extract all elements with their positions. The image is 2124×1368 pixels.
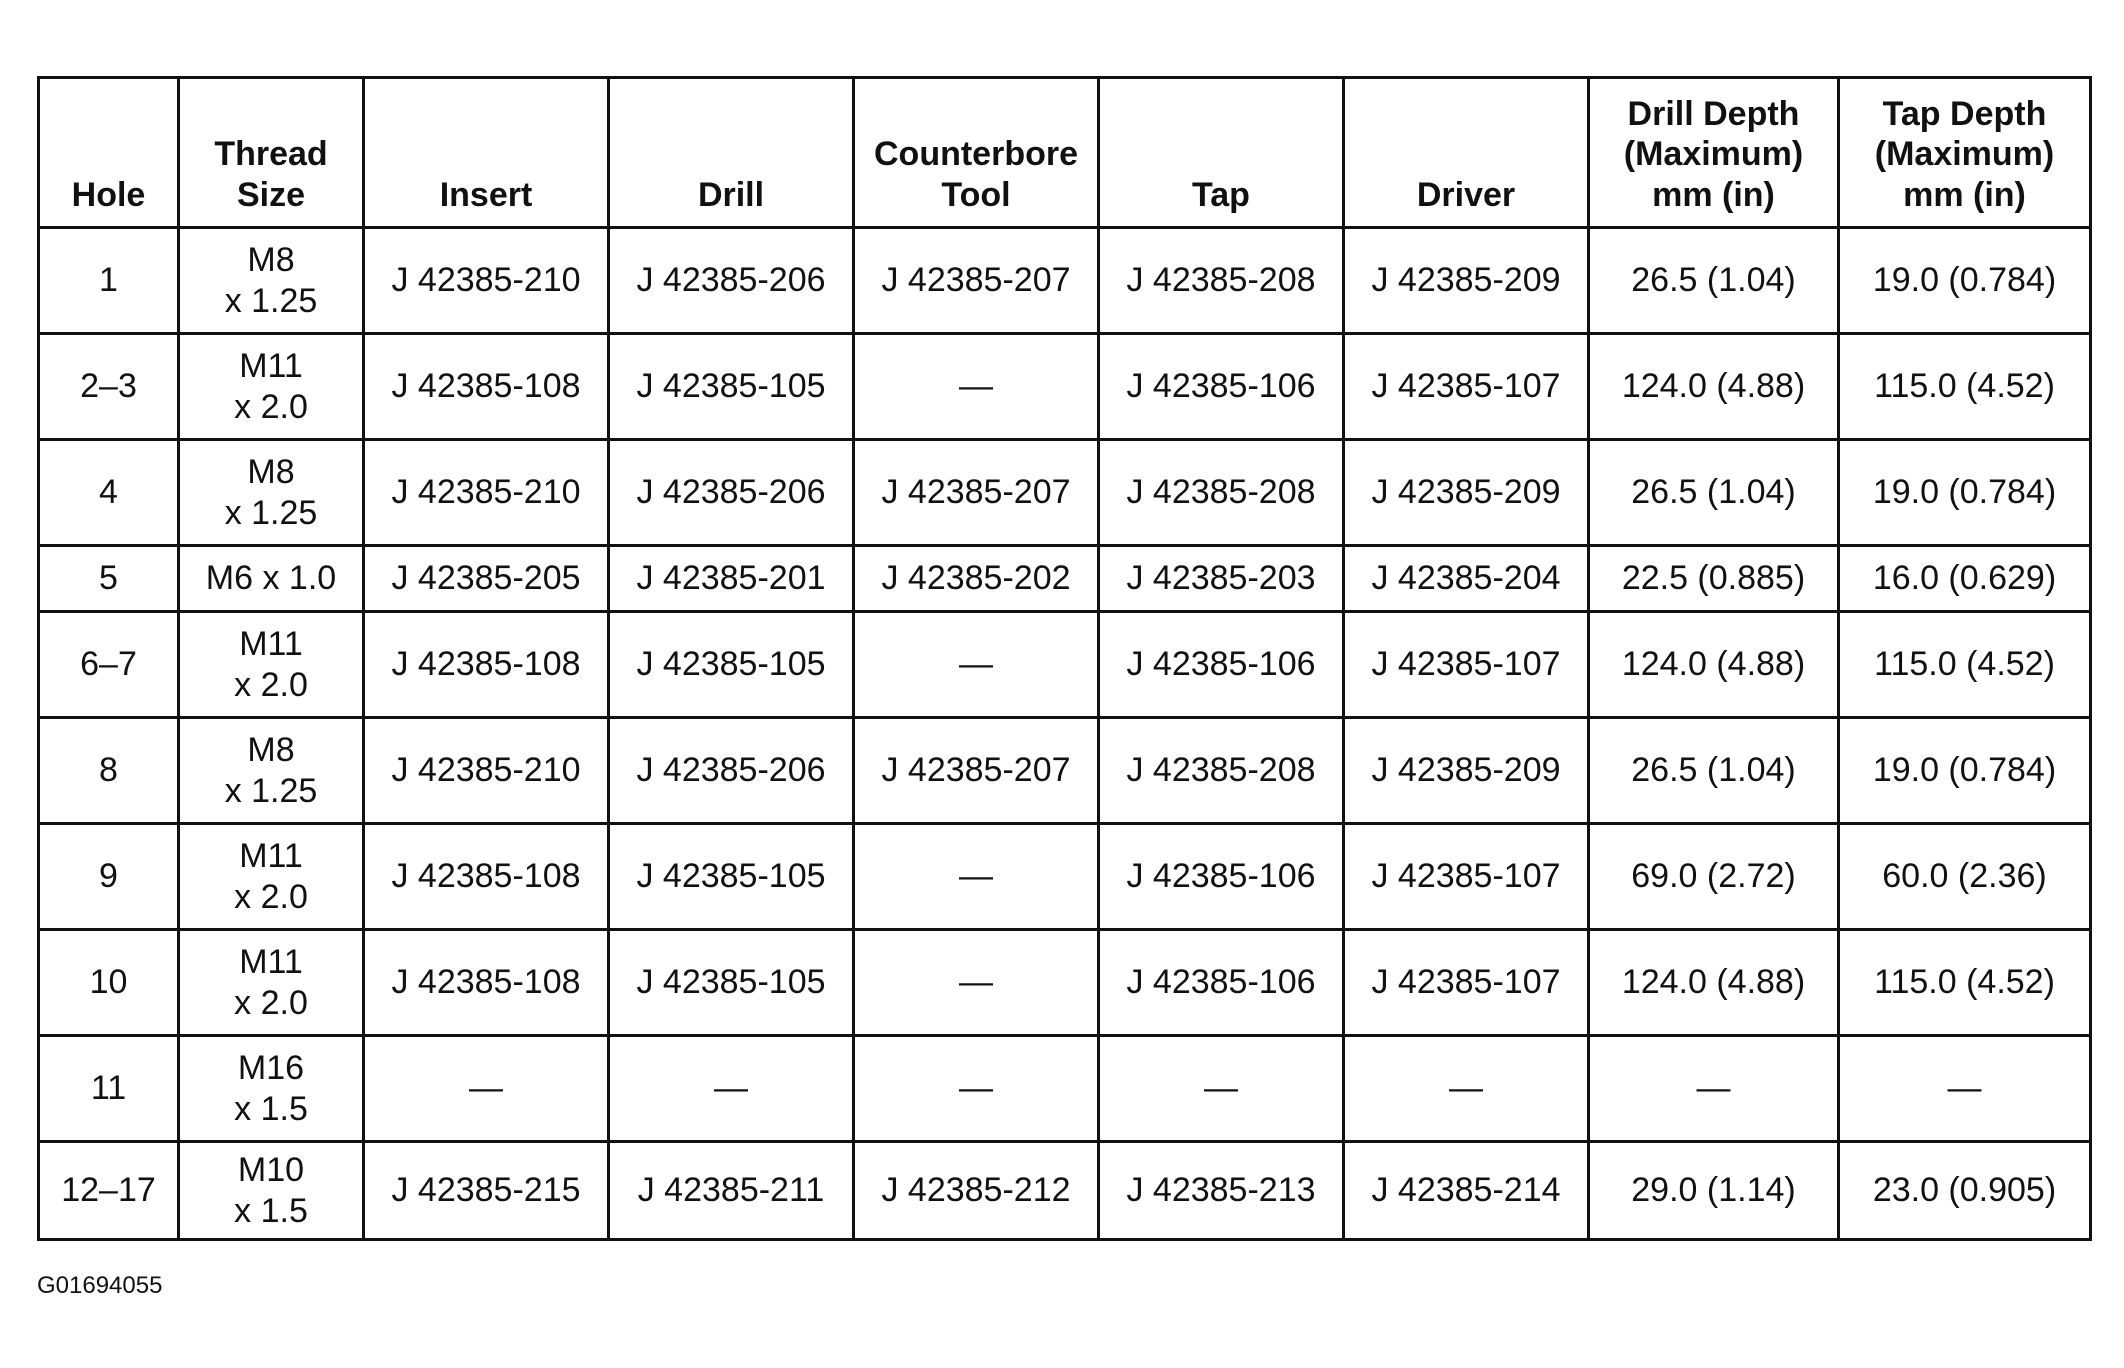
cell-driver-text: J 42385-107 xyxy=(1371,367,1561,406)
cell-hole-text: 1 xyxy=(99,261,118,300)
cell-insert-text: J 42385-205 xyxy=(391,559,581,598)
cell-drill-text: J 42385-206 xyxy=(636,473,826,512)
cell-drill-text: J 42385-206 xyxy=(636,261,826,300)
cell-tap xyxy=(1099,546,1344,612)
cell-driver xyxy=(1344,612,1589,718)
cell-driver-text: J 42385-204 xyxy=(1371,559,1561,598)
cell-tap xyxy=(1099,1142,1344,1240)
cell-insert xyxy=(364,612,609,718)
cell-drill-depth xyxy=(1589,930,1839,1036)
cell-insert xyxy=(364,1036,609,1142)
cell-counterbore-tool xyxy=(854,1142,1099,1240)
cell-insert xyxy=(364,718,609,824)
table-row xyxy=(39,824,2091,930)
cell-counterbore-tool xyxy=(854,930,1099,1036)
cell-thread-size xyxy=(179,824,364,930)
cell-driver xyxy=(1344,440,1589,546)
cell-drill-text: J 42385-105 xyxy=(636,963,826,1002)
cell-drill-depth xyxy=(1589,612,1839,718)
cell-tap-depth xyxy=(1839,334,2091,440)
cell-thread-size-text: M11 x 2.0 xyxy=(234,346,308,426)
cell-drill-text: J 42385-206 xyxy=(636,751,826,790)
cell-hole xyxy=(39,440,179,546)
header-drill-depth-label: Drill Depth (Maximum) mm (in) xyxy=(1623,94,1804,215)
cell-hole-text: 4 xyxy=(99,473,118,512)
cell-hole-text: 11 xyxy=(90,1069,127,1108)
header-driver xyxy=(1344,78,1589,228)
cell-tap-depth xyxy=(1839,228,2091,334)
cell-tap-text: J 42385-203 xyxy=(1126,559,1316,598)
cell-insert-text: J 42385-108 xyxy=(391,857,581,896)
cell-drill-depth-text: 124.0 (4.88) xyxy=(1621,963,1806,1002)
header-drill-label: Drill xyxy=(697,176,765,215)
cell-drill-depth-text: 26.5 (1.04) xyxy=(1631,473,1796,512)
cell-driver-text: J 42385-107 xyxy=(1371,963,1561,1002)
cell-driver xyxy=(1344,546,1589,612)
cell-tap-depth-text: 19.0 (0.784) xyxy=(1872,261,2057,300)
cell-tap-text: J 42385-208 xyxy=(1126,751,1316,790)
cell-drill-depth-text: 29.0 (1.14) xyxy=(1631,1171,1796,1210)
header-hole xyxy=(39,78,179,228)
cell-drill xyxy=(609,1036,854,1142)
cell-counterbore-tool xyxy=(854,1036,1099,1142)
cell-drill xyxy=(609,334,854,440)
cell-drill-text: — xyxy=(714,1069,748,1108)
cell-insert-text: J 42385-210 xyxy=(391,261,581,300)
cell-tap xyxy=(1099,228,1344,334)
cell-thread-size xyxy=(179,718,364,824)
figure-id-caption: G01694055 xyxy=(37,1272,163,1299)
cell-tap xyxy=(1099,718,1344,824)
cell-insert-text: J 42385-210 xyxy=(391,751,581,790)
cell-hole xyxy=(39,546,179,612)
cell-counterbore-tool xyxy=(854,440,1099,546)
cell-hole xyxy=(39,930,179,1036)
cell-tap-depth-text: 19.0 (0.784) xyxy=(1872,473,2057,512)
cell-thread-size-text: M11 x 2.0 xyxy=(234,836,308,916)
cell-hole-text: 10 xyxy=(89,963,128,1002)
cell-tap-depth-text: 16.0 (0.629) xyxy=(1872,559,2057,598)
cell-insert xyxy=(364,228,609,334)
cell-counterbore-tool-text: J 42385-207 xyxy=(881,261,1071,300)
cell-tap-text: J 42385-213 xyxy=(1126,1171,1316,1210)
header-counterbore-tool-label: Counterbore Tool xyxy=(874,135,1078,215)
cell-insert xyxy=(364,334,609,440)
cell-drill xyxy=(609,930,854,1036)
cell-tap-depth xyxy=(1839,1142,2091,1240)
cell-tap-text: J 42385-106 xyxy=(1126,367,1316,406)
cell-counterbore-tool xyxy=(854,228,1099,334)
cell-tap-text: J 42385-106 xyxy=(1126,857,1316,896)
cell-counterbore-tool-text: — xyxy=(959,367,993,406)
cell-hole xyxy=(39,228,179,334)
cell-driver xyxy=(1344,718,1589,824)
cell-thread-size-text: M16 x 1.5 xyxy=(234,1048,308,1128)
cell-hole xyxy=(39,718,179,824)
cell-driver xyxy=(1344,824,1589,930)
cell-counterbore-tool-text: J 42385-202 xyxy=(881,559,1071,598)
cell-thread-size xyxy=(179,930,364,1036)
cell-hole xyxy=(39,612,179,718)
cell-driver-text: J 42385-214 xyxy=(1371,1171,1561,1210)
cell-driver-text: J 42385-209 xyxy=(1371,473,1561,512)
cell-driver xyxy=(1344,1142,1589,1240)
table-row xyxy=(39,440,2091,546)
cell-drill-depth-text: 124.0 (4.88) xyxy=(1621,367,1806,406)
cell-tap-depth xyxy=(1839,1036,2091,1142)
header-drill xyxy=(609,78,854,228)
cell-insert-text: J 42385-210 xyxy=(391,473,581,512)
table-row xyxy=(39,1036,2091,1142)
table-body xyxy=(39,228,2091,1240)
cell-drill-depth xyxy=(1589,334,1839,440)
cell-hole-text: 5 xyxy=(99,559,118,598)
cell-tap-depth xyxy=(1839,546,2091,612)
cell-drill-depth-text: — xyxy=(1696,1069,1731,1108)
cell-hole-text: 12–17 xyxy=(61,1171,156,1210)
cell-drill-text: J 42385-105 xyxy=(636,857,826,896)
cell-drill xyxy=(609,612,854,718)
cell-insert-text: J 42385-215 xyxy=(391,1171,581,1210)
cell-drill-text: J 42385-105 xyxy=(636,367,826,406)
cell-tap-depth xyxy=(1839,930,2091,1036)
cell-counterbore-tool xyxy=(854,334,1099,440)
cell-tap-depth xyxy=(1839,718,2091,824)
cell-tap-text: J 42385-106 xyxy=(1126,963,1316,1002)
cell-drill-depth-text: 26.5 (1.04) xyxy=(1631,261,1796,300)
cell-counterbore-tool-text: — xyxy=(959,857,993,896)
cell-thread-size xyxy=(179,1142,364,1240)
table-row xyxy=(39,228,2091,334)
header-row xyxy=(39,78,2091,228)
cell-insert-text: — xyxy=(469,1069,503,1108)
cell-thread-size-text: M8 x 1.25 xyxy=(224,452,318,532)
cell-insert-text: J 42385-108 xyxy=(391,645,581,684)
cell-tap-depth xyxy=(1839,440,2091,546)
cell-tap xyxy=(1099,930,1344,1036)
cell-tap-depth-text: 60.0 (2.36) xyxy=(1882,857,2047,896)
table-row xyxy=(39,334,2091,440)
cell-counterbore-tool xyxy=(854,718,1099,824)
table-row xyxy=(39,718,2091,824)
cell-drill xyxy=(609,546,854,612)
cell-drill xyxy=(609,228,854,334)
cell-counterbore-tool-text: J 42385-207 xyxy=(881,473,1071,512)
cell-drill-text: J 42385-211 xyxy=(637,1171,825,1210)
cell-insert xyxy=(364,930,609,1036)
cell-driver xyxy=(1344,1036,1589,1142)
cell-insert xyxy=(364,824,609,930)
cell-tap-depth-text: 115.0 (4.52) xyxy=(1874,963,2055,1002)
header-tap-label: Tap xyxy=(1192,176,1250,215)
cell-hole xyxy=(39,1142,179,1240)
cell-drill xyxy=(609,440,854,546)
cell-tap xyxy=(1099,440,1344,546)
cell-tap-depth-text: 19.0 (0.784) xyxy=(1872,751,2057,790)
cell-tap-depth-text: — xyxy=(1947,1069,1982,1108)
cell-counterbore-tool-text: J 42385-207 xyxy=(881,751,1071,790)
cell-driver-text: J 42385-209 xyxy=(1371,261,1561,300)
cell-tap-text: J 42385-208 xyxy=(1126,261,1316,300)
cell-driver xyxy=(1344,930,1589,1036)
cell-hole xyxy=(39,824,179,930)
cell-tap xyxy=(1099,612,1344,718)
header-counterbore-tool xyxy=(854,78,1099,228)
cell-tap-text: — xyxy=(1204,1069,1238,1108)
cell-tap-depth-text: 23.0 (0.905) xyxy=(1872,1171,2057,1210)
cell-tap-text: J 42385-208 xyxy=(1126,473,1316,512)
cell-thread-size xyxy=(179,612,364,718)
cell-counterbore-tool-text: — xyxy=(959,645,993,684)
cell-counterbore-tool-text: J 42385-212 xyxy=(881,1171,1071,1210)
cell-driver-text: J 42385-107 xyxy=(1371,645,1561,684)
table-row xyxy=(39,1142,2091,1240)
cell-counterbore-tool xyxy=(854,824,1099,930)
table-row xyxy=(39,546,2091,612)
cell-driver xyxy=(1344,334,1589,440)
cell-drill xyxy=(609,1142,854,1240)
cell-drill-depth xyxy=(1589,1142,1839,1240)
cell-driver-text: J 42385-209 xyxy=(1371,751,1561,790)
cell-tap-depth xyxy=(1839,612,2091,718)
cell-thread-size-text: M6 x 1.0 xyxy=(205,559,337,598)
header-drill-depth xyxy=(1589,78,1839,228)
cell-hole-text: 8 xyxy=(99,751,118,790)
cell-tap xyxy=(1099,824,1344,930)
cell-driver-text: — xyxy=(1449,1069,1483,1108)
header-thread-size xyxy=(179,78,364,228)
cell-insert xyxy=(364,440,609,546)
header-tap-depth-label: Tap Depth (Maximum) mm (in) xyxy=(1874,94,2055,215)
cell-hole-text: 6–7 xyxy=(80,645,137,684)
cell-counterbore-tool-text: — xyxy=(959,1069,993,1108)
cell-insert xyxy=(364,1142,609,1240)
cell-thread-size xyxy=(179,334,364,440)
header-tap-depth xyxy=(1839,78,2091,228)
cell-thread-size xyxy=(179,1036,364,1142)
cell-thread-size xyxy=(179,228,364,334)
cell-tap-depth-text: 115.0 (4.52) xyxy=(1874,367,2055,406)
cell-drill-depth xyxy=(1589,440,1839,546)
cell-driver-text: J 42385-107 xyxy=(1371,857,1561,896)
cell-thread-size-text: M11 x 2.0 xyxy=(234,942,308,1022)
cell-thread-size xyxy=(179,440,364,546)
cell-drill-depth xyxy=(1589,824,1839,930)
tool-spec-table xyxy=(37,76,2092,1241)
cell-insert xyxy=(364,546,609,612)
cell-drill-depth-text: 124.0 (4.88) xyxy=(1621,645,1806,684)
cell-drill-depth xyxy=(1589,718,1839,824)
cell-drill-depth xyxy=(1589,228,1839,334)
cell-counterbore-tool xyxy=(854,546,1099,612)
cell-hole xyxy=(39,1036,179,1142)
cell-thread-size-text: M11 x 2.0 xyxy=(234,624,308,704)
cell-driver xyxy=(1344,228,1589,334)
cell-tap-depth xyxy=(1839,824,2091,930)
cell-insert-text: J 42385-108 xyxy=(391,367,581,406)
cell-tap-depth-text: 115.0 (4.52) xyxy=(1874,645,2055,684)
cell-drill-depth xyxy=(1589,546,1839,612)
header-hole-label: Hole xyxy=(71,176,146,215)
cell-tap-text: J 42385-106 xyxy=(1126,645,1316,684)
cell-hole-text: 2–3 xyxy=(80,367,137,406)
cell-counterbore-tool xyxy=(854,612,1099,718)
cell-drill-depth-text: 26.5 (1.04) xyxy=(1631,751,1796,790)
cell-counterbore-tool-text: — xyxy=(959,963,993,1002)
cell-insert-text: J 42385-108 xyxy=(391,963,581,1002)
cell-drill-text: J 42385-201 xyxy=(636,559,826,598)
header-thread-size-label: Thread Size xyxy=(214,135,328,215)
cell-hole-text: 9 xyxy=(99,857,118,896)
table-header xyxy=(39,78,2091,228)
header-insert xyxy=(364,78,609,228)
cell-drill-depth-text: 22.5 (0.885) xyxy=(1621,559,1806,598)
header-insert-label: Insert xyxy=(439,176,533,215)
cell-drill xyxy=(609,718,854,824)
cell-thread-size-text: M8 x 1.25 xyxy=(224,730,318,810)
cell-thread-size xyxy=(179,546,364,612)
cell-hole xyxy=(39,334,179,440)
table-row xyxy=(39,930,2091,1036)
table-row xyxy=(39,612,2091,718)
header-driver-label: Driver xyxy=(1416,176,1516,215)
cell-thread-size-text: M8 x 1.25 xyxy=(224,240,318,320)
cell-drill-depth-text: 69.0 (2.72) xyxy=(1631,857,1796,896)
cell-drill-text: J 42385-105 xyxy=(636,645,826,684)
cell-tap xyxy=(1099,1036,1344,1142)
cell-tap xyxy=(1099,334,1344,440)
cell-drill-depth xyxy=(1589,1036,1839,1142)
cell-drill xyxy=(609,824,854,930)
header-tap xyxy=(1099,78,1344,228)
cell-thread-size-text: M10 x 1.5 xyxy=(234,1150,308,1230)
